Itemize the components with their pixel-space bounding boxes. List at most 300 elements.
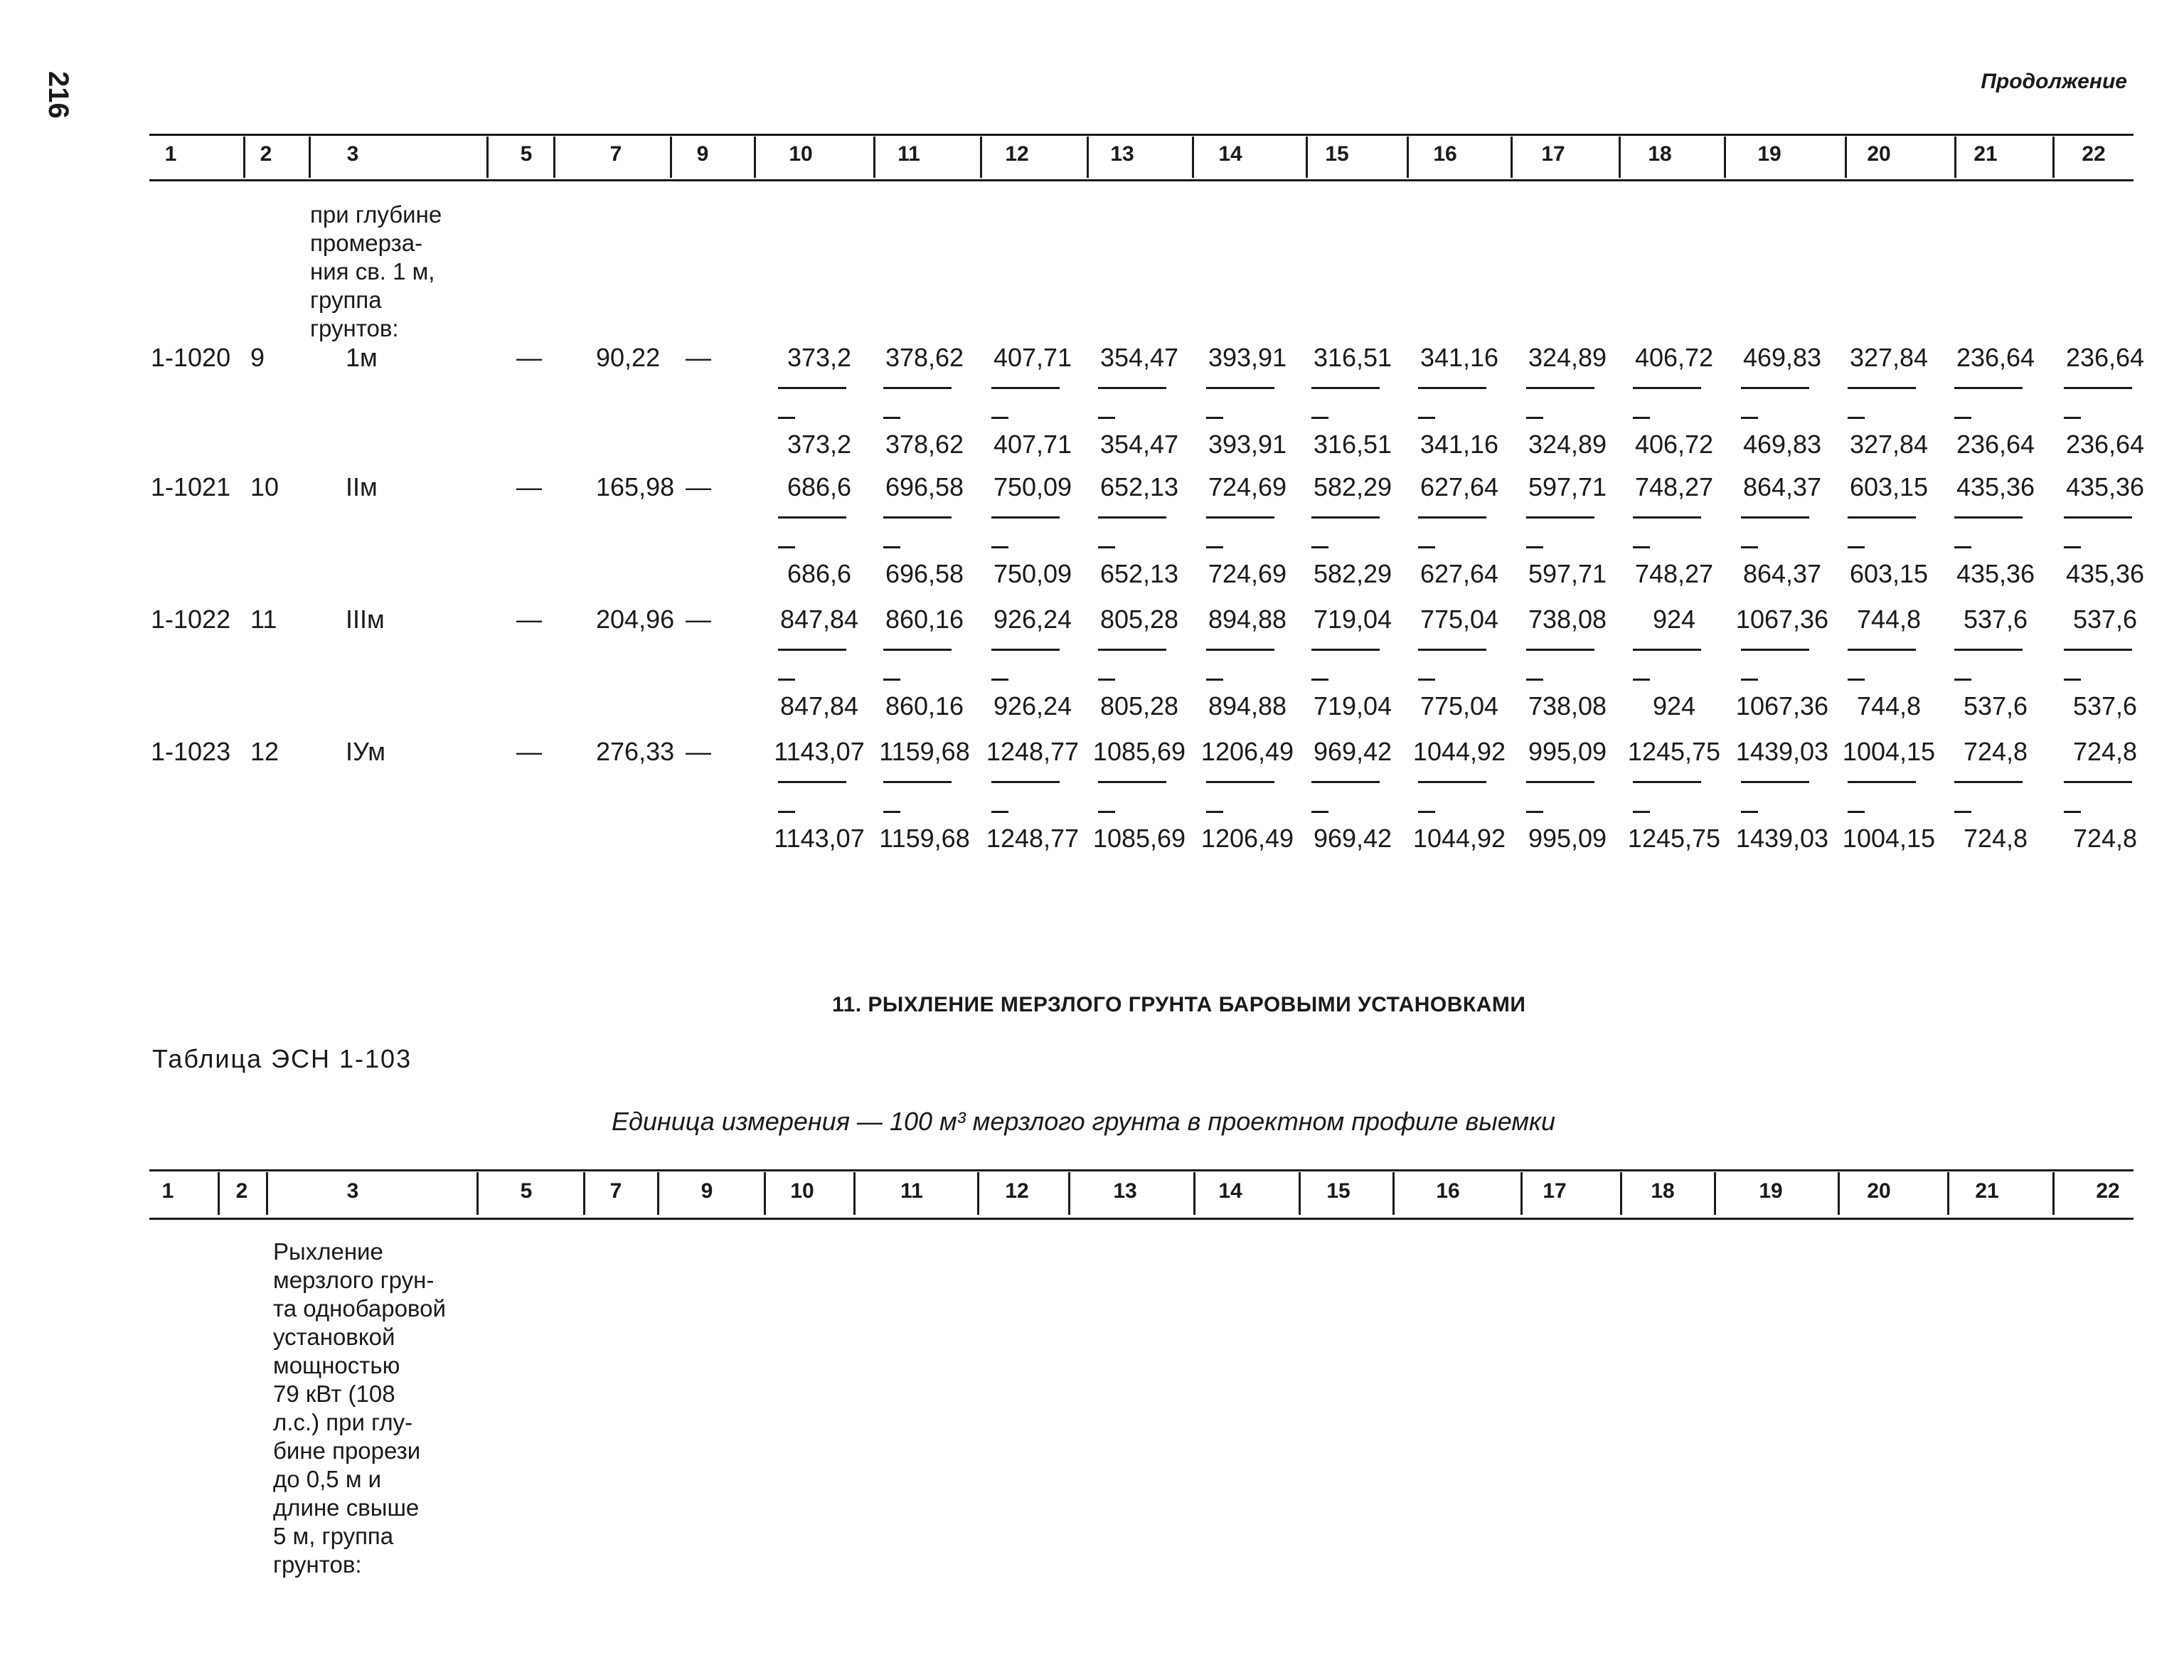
denominator-value: 537,6 xyxy=(1963,691,2028,721)
denominator-value: 847,84 xyxy=(779,691,859,721)
dash-mark xyxy=(1206,679,1223,681)
fraction-bar xyxy=(1848,649,1916,651)
dash-mark xyxy=(1206,417,1223,419)
row-number: 12 xyxy=(250,737,279,766)
continuation-label: Продолжение xyxy=(1981,70,2127,93)
section-title: 11. РЫХЛЕНИЕ МЕРЗЛОГО ГРУНТА БАРОВЫМИ УСТАНОВКАМИ xyxy=(832,993,1526,1016)
fraction-bar xyxy=(1206,387,1274,389)
dash-mark xyxy=(991,546,1008,548)
numerator-value: 537,6 xyxy=(2072,605,2138,634)
column-header-11: 11 xyxy=(897,142,920,166)
column-header-5: 5 xyxy=(520,1179,533,1203)
fraction-bar xyxy=(1954,781,2023,783)
page-number: 216 xyxy=(43,71,74,119)
denominator-value: 627,64 xyxy=(1419,559,1499,588)
numerator-value: 1085,69 xyxy=(1092,737,1186,766)
fraction-bar xyxy=(1418,516,1486,519)
numerator-value: 738,08 xyxy=(1528,605,1607,634)
col-7-value: 165,98 xyxy=(596,472,675,501)
dash-mark xyxy=(1954,546,1971,548)
column-separator xyxy=(1845,137,1847,178)
denominator-value: 407,71 xyxy=(993,430,1072,459)
dash-mark xyxy=(2064,417,2081,419)
denominator-value: 894,88 xyxy=(1208,691,1287,721)
numerator-value: 327,84 xyxy=(1849,343,1929,372)
numerator-value: 378,62 xyxy=(885,343,964,372)
col-7-value: 276,33 xyxy=(596,737,675,766)
column-header-17: 17 xyxy=(1543,1179,1567,1203)
denominator-value: 324,89 xyxy=(1528,430,1607,459)
denominator-value: 354,47 xyxy=(1099,430,1179,459)
denominator-value: 724,8 xyxy=(2072,824,2138,853)
denominator-value: 1439,03 xyxy=(1735,824,1829,853)
denominator-value: 652,13 xyxy=(1099,559,1179,588)
dash-mark xyxy=(1311,417,1328,419)
header-bottom-rule xyxy=(149,179,2134,181)
column-header-21: 21 xyxy=(1975,1179,1999,1203)
column-header-1: 1 xyxy=(164,142,177,166)
dash-mark xyxy=(1741,546,1758,548)
denominator-value: 378,62 xyxy=(885,430,964,459)
column-header-14: 14 xyxy=(1218,1179,1242,1203)
numerator-value: 406,72 xyxy=(1634,343,1714,372)
dash-mark xyxy=(1418,546,1435,548)
fraction-bar xyxy=(1526,649,1594,651)
column-header-2: 2 xyxy=(260,142,272,166)
numerator-value: 724,8 xyxy=(2072,737,2138,766)
fraction-bar xyxy=(1098,516,1166,519)
denominator-value: 724,69 xyxy=(1208,559,1287,588)
dash-mark xyxy=(1848,417,1865,419)
fraction-bar xyxy=(1741,649,1809,651)
numerator-value: 582,29 xyxy=(1313,472,1392,501)
dash-mark xyxy=(778,546,795,548)
numerator-value: 748,27 xyxy=(1634,472,1714,501)
col-5-value: — xyxy=(516,737,542,766)
denominator-value: 341,16 xyxy=(1419,430,1499,459)
numerator-value: 1245,75 xyxy=(1627,737,1721,766)
denominator-value: 860,16 xyxy=(885,691,964,721)
fraction-bar xyxy=(1418,387,1486,389)
denominator-value: 995,09 xyxy=(1528,824,1607,853)
denominator-value: 969,42 xyxy=(1313,824,1392,853)
column-separator xyxy=(980,137,982,178)
soil-group: IУм xyxy=(346,737,386,766)
fraction-bar xyxy=(2064,387,2132,389)
fraction-bar xyxy=(1206,781,1274,783)
numerator-value: 750,09 xyxy=(993,472,1072,501)
fraction-bar xyxy=(1848,781,1916,783)
fraction-bar xyxy=(1098,781,1166,783)
denominator-value: 926,24 xyxy=(993,691,1072,721)
denominator-value: 724,8 xyxy=(1963,824,2028,853)
fraction-bar xyxy=(991,387,1060,389)
row-code: 1-1022 xyxy=(151,605,231,634)
column-header-18: 18 xyxy=(1651,1179,1675,1203)
denominator-value: 582,29 xyxy=(1313,559,1392,588)
denominator-value: 805,28 xyxy=(1099,691,1179,721)
numerator-value: 597,71 xyxy=(1528,472,1607,501)
column-header-9: 9 xyxy=(696,142,709,166)
column-separator xyxy=(1087,137,1089,178)
column-separator xyxy=(1724,137,1726,178)
column-separator xyxy=(309,137,311,178)
denominator-value: 1004,15 xyxy=(1842,824,1936,853)
column-header-16: 16 xyxy=(1433,142,1457,166)
numerator-value: 744,8 xyxy=(1856,605,1922,634)
column-separator xyxy=(218,1172,220,1215)
numerator-value: 1143,07 xyxy=(774,737,865,766)
numerator-value: 995,09 xyxy=(1528,737,1607,766)
fraction-bar xyxy=(1633,516,1701,519)
col-7-value: 90,22 xyxy=(596,343,661,372)
column-header-13: 13 xyxy=(1110,142,1134,166)
column-header-9: 9 xyxy=(701,1179,713,1203)
fraction-bar xyxy=(1098,387,1166,389)
column-header-11: 11 xyxy=(900,1179,923,1203)
numerator-value: 393,91 xyxy=(1208,343,1287,372)
denominator-value: 406,72 xyxy=(1634,430,1714,459)
column-separator xyxy=(266,1172,268,1215)
numerator-value: 435,36 xyxy=(1956,472,2035,501)
fraction-bar xyxy=(1741,781,1809,783)
dash-mark xyxy=(1954,679,1971,681)
denominator-value: 435,36 xyxy=(2065,559,2145,588)
numerator-value: 341,16 xyxy=(1419,343,1499,372)
column-header-15: 15 xyxy=(1325,142,1349,166)
column-separator xyxy=(977,1172,979,1215)
fraction-bar xyxy=(883,649,952,651)
dash-mark xyxy=(883,679,900,681)
row-code: 1-1021 xyxy=(151,472,231,501)
numerator-value: 316,51 xyxy=(1313,343,1392,372)
denominator-value: 236,64 xyxy=(2065,430,2145,459)
numerator-value: 469,83 xyxy=(1742,343,1822,372)
lower-lead-text: Рыхление мерзлого грун- та однобаровой установкой мощностью 79 кВт (108 л.с.) при глу- бине прорези до 0,5 м и длине свыше 5 м, группа грунтов: xyxy=(273,1238,446,1578)
fraction-bar xyxy=(2064,781,2132,783)
fraction-bar xyxy=(1848,387,1916,389)
row-number: 11 xyxy=(250,605,277,634)
row-code: 1-1020 xyxy=(151,343,231,372)
fraction-bar xyxy=(991,781,1060,783)
numerator-value: 724,69 xyxy=(1208,472,1287,501)
fraction-bar xyxy=(1206,516,1274,519)
column-header-3: 3 xyxy=(346,1179,359,1203)
column-separator xyxy=(1714,1172,1716,1215)
dash-mark xyxy=(991,417,1008,419)
fraction-bar xyxy=(1954,649,2023,651)
dash-mark xyxy=(1526,811,1543,813)
denominator-value: 696,58 xyxy=(885,559,964,588)
column-separator xyxy=(873,137,875,178)
column-separator xyxy=(1947,1172,1949,1215)
lower-header-top-rule xyxy=(149,1169,2134,1171)
numerator-value: 860,16 xyxy=(885,605,964,634)
soil-group: IIIм xyxy=(346,605,385,634)
column-header-2: 2 xyxy=(235,1179,248,1203)
dash-mark xyxy=(2064,811,2081,813)
column-separator xyxy=(1392,1172,1395,1215)
dash-mark xyxy=(1206,546,1223,548)
dash-mark xyxy=(1954,811,1971,813)
fraction-bar xyxy=(1633,781,1701,783)
numerator-value: 373,2 xyxy=(787,343,852,372)
column-header-20: 20 xyxy=(1867,1179,1891,1203)
column-separator xyxy=(1511,137,1513,178)
column-header-5: 5 xyxy=(520,142,533,166)
column-header-21: 21 xyxy=(1973,142,1998,166)
numerator-value: 1439,03 xyxy=(1735,737,1829,766)
fraction-bar xyxy=(1418,781,1486,783)
column-separator xyxy=(764,1172,766,1215)
column-separator xyxy=(1306,137,1308,178)
denominator-value: 1248,77 xyxy=(986,824,1080,853)
numerator-value: 924 xyxy=(1652,605,1696,634)
column-separator xyxy=(2052,1172,2055,1215)
denominator-value: 316,51 xyxy=(1313,430,1392,459)
soil-group: 1м xyxy=(346,343,378,372)
numerator-value: 1004,15 xyxy=(1842,737,1936,766)
denominator-value: 435,36 xyxy=(1956,559,2035,588)
column-header-14: 14 xyxy=(1218,142,1242,166)
numerator-value: 407,71 xyxy=(993,343,1072,372)
dash-mark xyxy=(1206,811,1223,813)
row-code: 1-1023 xyxy=(151,737,231,766)
fraction-bar xyxy=(991,516,1060,519)
denominator-value: 750,09 xyxy=(993,559,1072,588)
denominator-value: 373,2 xyxy=(787,430,852,459)
column-header-12: 12 xyxy=(1005,1179,1029,1203)
column-header-15: 15 xyxy=(1326,1179,1351,1203)
dash-mark xyxy=(991,679,1008,681)
dash-mark xyxy=(1311,546,1328,548)
dash-mark xyxy=(2064,679,2081,681)
fraction-bar xyxy=(2064,649,2132,651)
dash-mark xyxy=(1848,811,1865,813)
column-header-13: 13 xyxy=(1113,1179,1137,1203)
numerator-value: 435,36 xyxy=(2065,472,2145,501)
fraction-bar xyxy=(1633,649,1701,651)
column-separator xyxy=(1954,137,1956,178)
column-header-7: 7 xyxy=(609,1179,622,1203)
numerator-value: 696,58 xyxy=(885,472,964,501)
numerator-value: 1206,49 xyxy=(1200,737,1294,766)
denominator-value: 1206,49 xyxy=(1200,824,1294,853)
dash-mark xyxy=(1098,546,1115,548)
column-separator xyxy=(583,1172,585,1215)
numerator-value: 926,24 xyxy=(993,605,1072,634)
fraction-bar xyxy=(1311,781,1380,783)
col-5-value: — xyxy=(516,472,542,501)
column-separator xyxy=(754,137,756,178)
col-9-value: — xyxy=(686,605,711,634)
fraction-bar xyxy=(778,781,846,783)
column-separator xyxy=(243,137,245,178)
column-header-1: 1 xyxy=(161,1179,174,1203)
fraction-bar xyxy=(991,649,1060,651)
fraction-bar xyxy=(883,387,952,389)
column-header-19: 19 xyxy=(1757,142,1781,166)
column-separator xyxy=(553,137,555,178)
numerator-value: 236,64 xyxy=(1956,343,2035,372)
table-name: Таблица ЭСН 1-103 xyxy=(152,1044,412,1073)
fraction-bar xyxy=(2064,516,2132,519)
dash-mark xyxy=(1098,811,1115,813)
lower-header-bottom-rule xyxy=(149,1218,2134,1220)
column-separator xyxy=(1520,1172,1523,1215)
dash-mark xyxy=(883,811,900,813)
fraction-bar xyxy=(1954,387,2023,389)
numerator-value: 724,8 xyxy=(1963,737,2028,766)
denominator-value: 738,08 xyxy=(1528,691,1607,721)
denominator-value: 686,6 xyxy=(787,559,852,588)
column-separator xyxy=(1299,1172,1301,1215)
dash-mark xyxy=(991,811,1008,813)
denominator-value: 603,15 xyxy=(1849,559,1929,588)
column-separator xyxy=(486,137,489,178)
dash-mark xyxy=(778,811,795,813)
denominator-value: 775,04 xyxy=(1419,691,1499,721)
col-5-value: — xyxy=(516,605,542,634)
column-header-22: 22 xyxy=(2082,142,2106,166)
dash-mark xyxy=(1633,546,1650,548)
denominator-value: 744,8 xyxy=(1856,691,1922,721)
fraction-bar xyxy=(883,781,952,783)
fraction-bar xyxy=(778,516,846,519)
column-separator xyxy=(1619,137,1621,178)
row-number: 10 xyxy=(250,472,279,501)
dash-mark xyxy=(1741,811,1758,813)
dash-mark xyxy=(1098,417,1115,419)
fraction-bar xyxy=(1311,516,1380,519)
dash-mark xyxy=(1633,679,1650,681)
denominator-value: 864,37 xyxy=(1742,559,1822,588)
numerator-value: 537,6 xyxy=(1963,605,2028,634)
dash-mark xyxy=(1526,417,1543,419)
row-number: 9 xyxy=(250,343,265,372)
column-separator xyxy=(670,137,672,178)
dash-mark xyxy=(778,679,795,681)
numerator-value: 847,84 xyxy=(779,605,859,634)
dash-mark xyxy=(1526,546,1543,548)
column-header-17: 17 xyxy=(1541,142,1565,166)
fraction-bar xyxy=(1311,387,1380,389)
denominator-value: 748,27 xyxy=(1634,559,1714,588)
column-separator xyxy=(476,1172,479,1215)
fraction-bar xyxy=(1633,387,1701,389)
denominator-value: 393,91 xyxy=(1208,430,1287,459)
column-header-12: 12 xyxy=(1005,142,1029,166)
column-separator xyxy=(1838,1172,1840,1215)
denominator-value: 597,71 xyxy=(1528,559,1607,588)
denominator-value: 1159,68 xyxy=(879,824,970,853)
dash-mark xyxy=(1741,679,1758,681)
denominator-value: 1143,07 xyxy=(774,824,865,853)
column-separator xyxy=(853,1172,856,1215)
numerator-value: 805,28 xyxy=(1099,605,1179,634)
dash-mark xyxy=(1633,417,1650,419)
col-9-value: — xyxy=(686,343,711,372)
column-separator xyxy=(1407,137,1409,178)
upper-lead-text: при глубине промерза- ния св. 1 м, группа грунтов: xyxy=(310,201,442,341)
numerator-value: 864,37 xyxy=(1742,472,1822,501)
dash-mark xyxy=(1418,811,1435,813)
denominator-value: 469,83 xyxy=(1742,430,1822,459)
numerator-value: 1248,77 xyxy=(986,737,1080,766)
denominator-value: 1044,92 xyxy=(1412,824,1506,853)
fraction-bar xyxy=(1954,516,2023,519)
denominator-value: 719,04 xyxy=(1313,691,1392,721)
fraction-bar xyxy=(1206,649,1274,651)
column-separator xyxy=(1068,1172,1070,1215)
dash-mark xyxy=(1418,679,1435,681)
column-header-20: 20 xyxy=(1867,142,1891,166)
dash-mark xyxy=(1098,679,1115,681)
denominator-value: 327,84 xyxy=(1849,430,1929,459)
dash-mark xyxy=(1954,417,1971,419)
fraction-bar xyxy=(778,649,846,651)
column-header-10: 10 xyxy=(790,1179,814,1203)
numerator-value: 324,89 xyxy=(1528,343,1607,372)
denominator-value: 1085,69 xyxy=(1092,824,1186,853)
dash-mark xyxy=(2064,546,2081,548)
numerator-value: 1044,92 xyxy=(1412,737,1506,766)
column-separator xyxy=(1193,1172,1195,1215)
denominator-value: 924 xyxy=(1652,691,1696,721)
fraction-bar xyxy=(1741,387,1809,389)
column-header-3: 3 xyxy=(346,142,359,166)
unit-caption: Единица измерения — 100 м³ мерзлого грунта в проектном профиле выемки xyxy=(612,1107,1556,1136)
column-header-7: 7 xyxy=(609,142,622,166)
col-5-value: — xyxy=(516,343,542,372)
column-separator xyxy=(1620,1172,1622,1215)
dash-mark xyxy=(1311,811,1328,813)
denominator-value: 1067,36 xyxy=(1735,691,1829,721)
dash-mark xyxy=(1848,679,1865,681)
dash-mark xyxy=(883,546,900,548)
numerator-value: 719,04 xyxy=(1313,605,1392,634)
header-top-rule xyxy=(149,134,2134,136)
fraction-bar xyxy=(1526,387,1594,389)
fraction-bar xyxy=(1311,649,1380,651)
denominator-value: 537,6 xyxy=(2072,691,2138,721)
fraction-bar xyxy=(1741,516,1809,519)
dash-mark xyxy=(1848,546,1865,548)
fraction-bar xyxy=(1418,649,1486,651)
dash-mark xyxy=(1633,811,1650,813)
column-header-19: 19 xyxy=(1759,1179,1783,1203)
fraction-bar xyxy=(1526,781,1594,783)
column-separator xyxy=(2052,137,2055,178)
numerator-value: 236,64 xyxy=(2065,343,2145,372)
numerator-value: 627,64 xyxy=(1419,472,1499,501)
fraction-bar xyxy=(1098,649,1166,651)
numerator-value: 969,42 xyxy=(1313,737,1392,766)
denominator-value: 236,64 xyxy=(1956,430,2035,459)
fraction-bar xyxy=(1526,516,1594,519)
dash-mark xyxy=(1311,679,1328,681)
soil-group: IIм xyxy=(346,472,378,501)
numerator-value: 686,6 xyxy=(787,472,852,501)
col-9-value: — xyxy=(686,472,711,501)
column-separator xyxy=(1192,137,1194,178)
numerator-value: 1067,36 xyxy=(1735,605,1829,634)
column-header-18: 18 xyxy=(1648,142,1672,166)
numerator-value: 775,04 xyxy=(1419,605,1499,634)
numerator-value: 894,88 xyxy=(1208,605,1287,634)
fraction-bar xyxy=(778,387,846,389)
fraction-bar xyxy=(883,516,952,519)
